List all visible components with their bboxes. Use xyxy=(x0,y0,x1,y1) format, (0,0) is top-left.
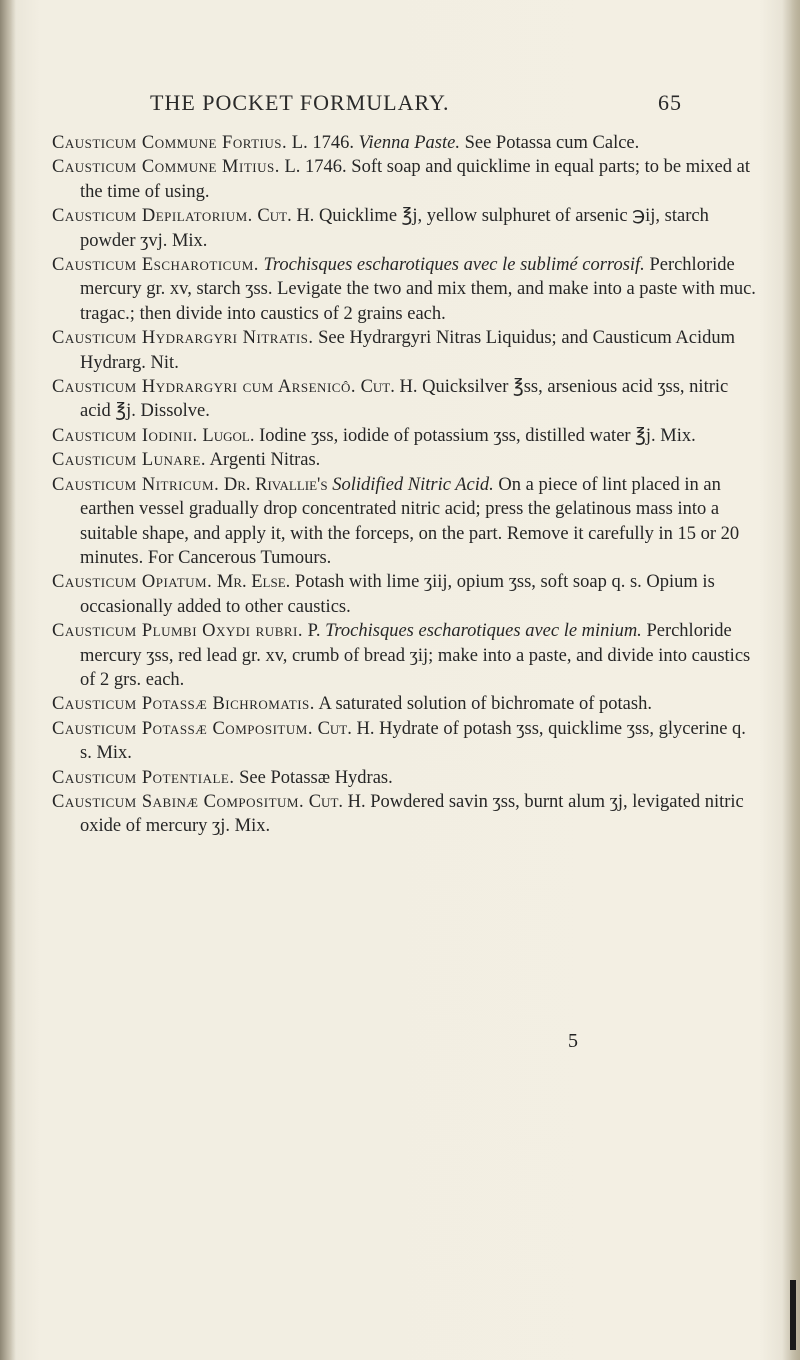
entry-text-continued: On a piece of lint placed in an earthen vessel gradually drop concentrated nitric acid; press the gelatinous mass into a suitable shape, and apply it, with the forceps, on the part. Remove it carefully in 15 or 20 minutes. For Cancerous Tumours. xyxy=(80,474,740,568)
entry-title: Causticum Lunare. xyxy=(52,450,207,471)
entry-text: 1746. Soft soap and quicklime in equal parts; to be mixed at the time of using. xyxy=(80,157,750,202)
formulary-entry xyxy=(52,717,760,766)
entry-authority: Dr. Rivallie's xyxy=(223,474,328,495)
entry-title: Causticum Sabinæ Compositum. xyxy=(52,791,305,812)
entry-title: Causticum Plumbi Oxydi rubri. xyxy=(52,621,303,642)
formulary-entry xyxy=(52,326,760,375)
entry-authority: Cut. H. xyxy=(360,377,418,398)
entry-authority: Mr. Else. xyxy=(216,572,291,593)
page-binding-shadow xyxy=(0,0,16,1360)
formulary-entry xyxy=(52,790,760,839)
formulary-entry xyxy=(52,155,760,204)
entry-authority: L. xyxy=(284,157,301,178)
entry-title: Causticum Potassæ Bichromatis. xyxy=(52,694,315,715)
formulary-entry xyxy=(52,131,760,155)
entry-text: Iodine ʒss, iodide of potassium ʒss, distilled water ℥j. Mix. xyxy=(254,425,696,446)
edge-mark xyxy=(790,1280,796,1350)
formulary-entry xyxy=(52,619,760,692)
entry-text: See Potassæ Hydras. xyxy=(234,767,393,788)
entry-text: Potash with lime ʒiij, opium ʒss, soft soap q. s. Opium is occasionally added to other caustics. xyxy=(80,572,715,617)
formulary-entry xyxy=(52,375,760,424)
page-number: 65 xyxy=(658,90,682,115)
entry-authority: P. xyxy=(307,621,321,642)
entry-text: A saturated solution of bichromate of potash. xyxy=(314,694,652,715)
formulary-entry xyxy=(52,448,760,472)
formulary-entry xyxy=(52,204,760,253)
entry-text: 1746. xyxy=(307,133,359,153)
entry-text-continued: Perchloride mercury ʒss, red lead gr. xv, crumb of bread ʒij; make into a paste, and divide into caustics of 2 grs. each. xyxy=(80,621,751,690)
entry-text: Quicksilver ℥ss, arsenious acid ʒss, nitric acid ℥j. Dissolve. xyxy=(80,377,729,422)
formulary-entry xyxy=(52,692,760,716)
entry-text-continued: Perchloride mercury gr. xv, starch ʒss. Levigate the two and mix them, and make into a paste with muc. tragac.; then divide into caustics of 2 grains each. xyxy=(80,255,756,324)
formulary-entry xyxy=(52,424,760,448)
running-head: THE POCKET FORMULARY. xyxy=(150,90,450,115)
entry-title: Causticum Escharoticum. xyxy=(52,255,259,276)
entry-italic-text: Trochisques escharotiques avec le minium. xyxy=(325,621,642,642)
formulary-entry xyxy=(52,473,760,571)
entry-italic-text: Trochisques escharotiques avec le sublimé corrosif. xyxy=(263,255,645,276)
entry-title: Causticum Potentiale. xyxy=(52,767,235,788)
entry-title: Causticum Potassæ Compositum. xyxy=(52,718,313,739)
entry-title: Causticum Commune Fortius. xyxy=(52,133,288,153)
formulary-entry xyxy=(52,253,760,326)
entry-text: Quicklime ℥j, yellow sulphuret of arsenic ℈ij, starch powder ʒvj. Mix. xyxy=(80,206,709,251)
entry-italic-text: Solidified Nitric Acid. xyxy=(332,474,494,495)
formulary-entry xyxy=(52,766,760,790)
entry-text: Hydrate of potash ʒss, quicklime ʒss, glycerine q. s. Mix. xyxy=(80,718,746,764)
entry-text: Argenti Nitras. xyxy=(206,450,321,471)
entry-title: Causticum Commune Mitius. xyxy=(52,157,280,178)
entry-authority: Lugol. xyxy=(202,425,255,446)
entry-title: Causticum Depilatorium. xyxy=(52,206,253,227)
formulary-entry xyxy=(52,570,760,619)
entry-title: Causticum Opiatum. xyxy=(52,572,213,593)
signature-mark: 5 xyxy=(568,1030,578,1052)
entry-authority: L. xyxy=(291,133,308,153)
page-edge-shadow xyxy=(782,0,800,1360)
entry-title: Causticum Iodinii. xyxy=(52,425,198,446)
entry-italic-text: Vienna Paste. xyxy=(358,133,460,153)
entry-text: Powdered savin ʒss, burnt alum ʒj, levigated nitric oxide of mercury ʒj. Mix. xyxy=(80,791,744,837)
entry-authority: Cut. H. xyxy=(308,791,366,812)
entry-title: Causticum Hydrargyri cum Arsenicô. xyxy=(52,377,356,398)
entry-authority: Cut. H. xyxy=(257,206,315,227)
entry-title: Causticum Hydrargyri Nitratis. xyxy=(52,328,314,349)
entry-text: See Hydrargyri Nitras Liquidus; and Causticum Acidum Hydrarg. Nit. xyxy=(80,328,735,373)
formulary-entries xyxy=(52,131,760,839)
entry-text-continued: See Potassa cum Calce. xyxy=(459,133,640,153)
entry-authority: Cut. H. xyxy=(317,718,375,739)
entry-title: Causticum Nitricum. xyxy=(52,474,220,495)
